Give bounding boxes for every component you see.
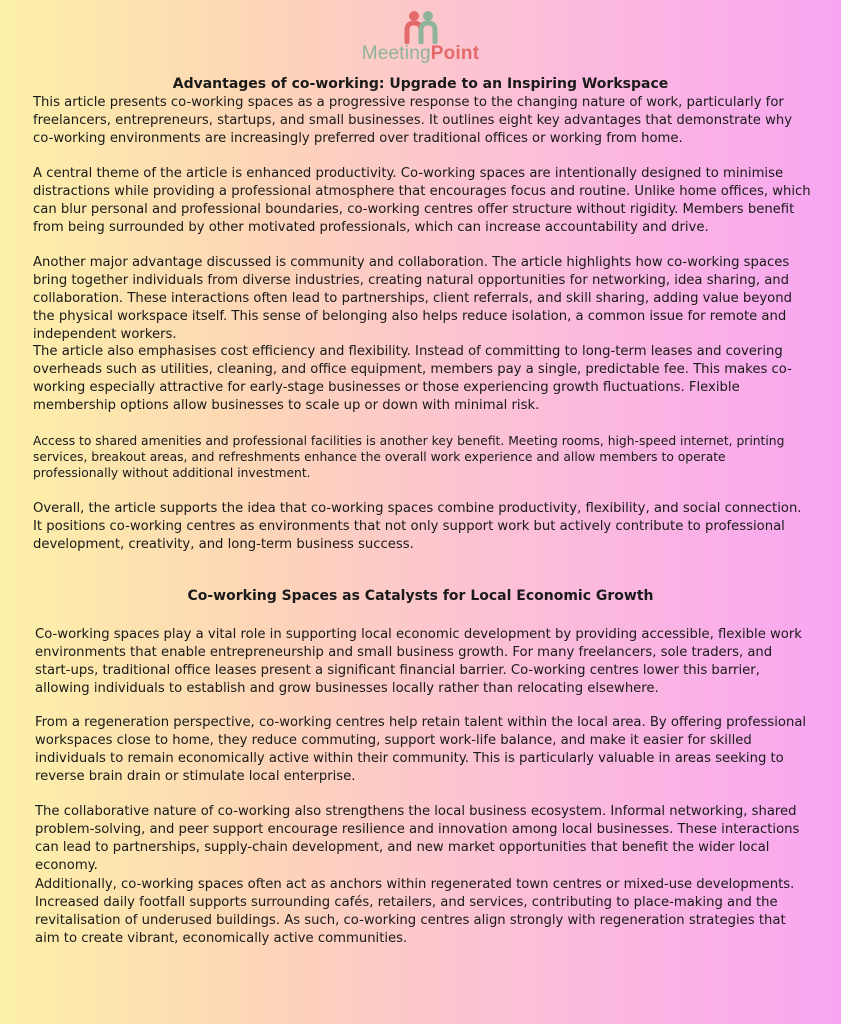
section1-paragraph: This article presents co-working spaces as a progressive response to the changing nature of work, particularly for freelancers, entrepreneurs, startups, and small businesses. It outlines eight key advantages that demonstrate why co-working environments are increasingly preferred over traditional offices or working from home. [33, 95, 793, 146]
section2-title: Co-working Spaces as Catalysts for Local Economic Growth [187, 588, 654, 604]
section1-paragraph: A central theme of the article is enhanced productivity. Co-working spaces are intentionally designed to minimise distractions while providing a professional atmosphere that encourages focus and routine. Unlike home offices, which can blur personal and professional boundaries, co-working centres offer structure without rigidity. Members benefit from being surrounded by other motivated professionals, which can increase accountability and drive. [33, 166, 811, 235]
brand-name [0, 44, 841, 64]
section2-paragraph: The collaborative nature of co-working also strengthens the local business ecosystem. Informal networking, shared problem-solving, and peer support encourage resilience and innovation among local businesses. These interactions can lead to partnerships, supply-chain development, and new market opportunities that benefit the wider local economy. [35, 804, 800, 873]
section2-paragraph: Co-working spaces play a vital role in supporting local economic development by providing accessible, flexible work environments that enable entrepreneurship and small business growth. For many freelancers, sole traders, and start-ups, traditional office leases present a significant financial barrier. Co-working centres lower this barrier, allowing individuals to establish and grow businesses locally rather than relocating elsewhere. [35, 627, 802, 696]
section1-paragraph: The article also emphasises cost efficiency and flexibility. Instead of committing to long-term leases and covering overheads such as utilities, cleaning, and office equipment, members pay a single, predictable fee. This makes co-working especially attractive for early-stage businesses or those experiencing growth fluctuations. Flexible membership options allow businesses to scale up or down with minimal risk. [33, 344, 792, 413]
section1-title: Advantages of co-working: Upgrade to an Inspiring Workspace [172, 76, 669, 92]
section2-paragraph: Additionally, co-working spaces often act as anchors within regenerated town centres or mixed-use developments. Increased daily footfall supports surrounding cafés, retailers, and services, contributing to place-making and the revitalisation of underused buildings. As such, co-working centres align strongly with regeneration strategies that aim to create vibrant, economically active communities. [35, 877, 795, 946]
section1-paragraph: Overall, the article supports the idea that co-working spaces combine productivity, flexibility, and social connection. It positions co-working centres as environments that not only support work but actively contribute to professional development, creativity, and long-term business success. [33, 501, 802, 552]
brand-name-part2: Point [430, 43, 480, 64]
two-people-icon [401, 10, 441, 44]
section1-paragraph: Another major advantage discussed is community and collaboration. The article highlights how co-working spaces bring together individuals from diverse industries, creating natural opportunities for networking, idea sharing, and collaboration. These interactions often lead to partnerships, client referrals, and skill sharing, adding value beyond the physical workspace itself. This sense of belonging also helps reduce isolation, a common issue for remote and independent workers. [33, 255, 792, 342]
brand-logo [0, 10, 841, 64]
brand-name-part1: Meeting [361, 43, 431, 64]
section2-paragraph: From a regeneration perspective, co-working centres help retain talent within the local area. By offering professional workspaces close to home, they reduce commuting, support work-life balance, and make it easier for skilled individuals to remain economically active within their community. This is particularly valuable in areas seeking to reverse brain drain or stimulate local enterprise. [35, 715, 807, 784]
section1-paragraph: Access to shared amenities and professional facilities is another key benefit. Meeting rooms, high-speed internet, printing services, breakout areas, and refreshments enhance the overall work experience and allow members to operate professionally without additional investment. [33, 434, 785, 480]
